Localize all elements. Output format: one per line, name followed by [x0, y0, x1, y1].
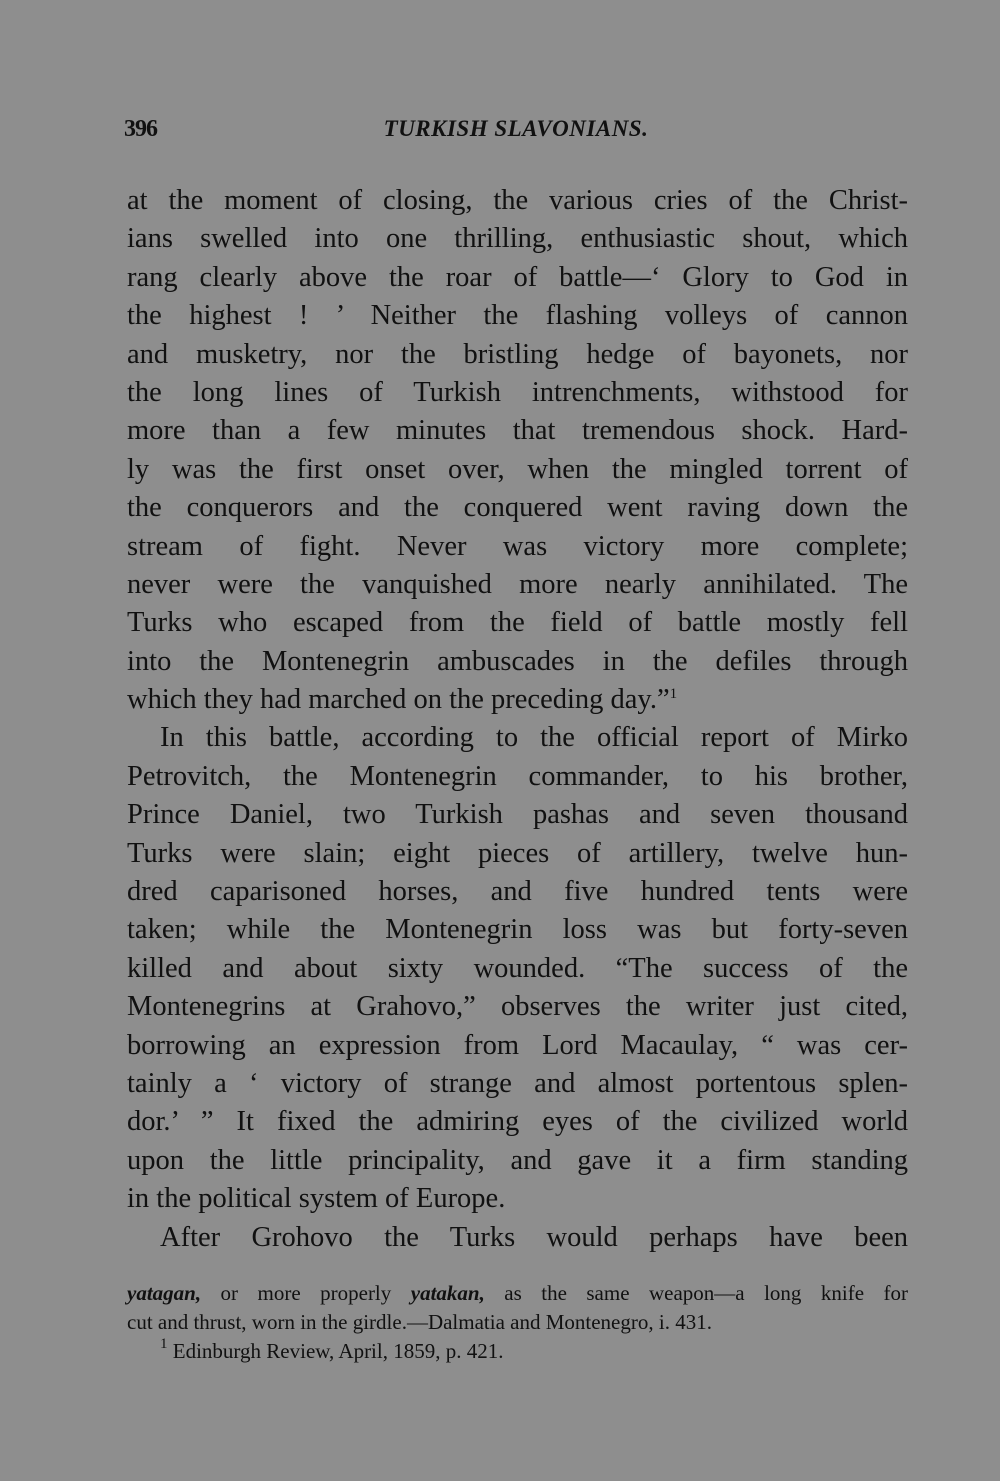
footnotes [127, 1279, 908, 1366]
text-line: more than a few minutes that tremendous shock. Hard- [127, 415, 908, 447]
text-line: dred caparisoned horses, and five hundred tents were [127, 876, 908, 908]
text-line: ly was the first onset over, when the mingled torrent of [127, 453, 908, 485]
footnote-1 [127, 1337, 908, 1366]
text-line: Turks who escaped from the field of battle mostly fell [127, 607, 908, 639]
footnote-term: yatakan, [410, 1281, 485, 1305]
text-line: and musketry, nor the bristling hedge of bayonets, nor [127, 338, 908, 370]
paragraph-start: After Grohovo the Turks would perhaps have been [160, 1221, 908, 1253]
text-line: dor.’ ” It fixed the admiring eyes of the civilized world [127, 1106, 908, 1138]
text-line: rang clearly above the roar of battle—‘ Glory to God in [127, 261, 908, 293]
text-line: the highest ! ’ Neither the flashing volleys of cannon [127, 300, 908, 332]
text-line: tainly a ‘ victory of strange and almost portentous splen- [127, 1067, 908, 1099]
footnote-continuation [127, 1279, 908, 1308]
footnote-citation: cut and thrust, worn in the girdle.—Dalmatia and Montenegro, i. 431. [127, 1310, 712, 1334]
page-number: 396 [124, 116, 157, 142]
text-line: the long lines of Turkish intrenchments, withstood for [127, 376, 908, 408]
text-line: Montenegrins at Grahovo,” observes the writer just cited, [127, 991, 908, 1023]
footnote-text: as the same weapon—a long knife for [484, 1281, 908, 1305]
running-head: TURKISH SLAVONIANS. [383, 116, 649, 141]
text-line: borrowing an expression from Lord Macaulay, “ was cer- [127, 1029, 908, 1061]
footnote-text: Edinburgh Review, April, 1859, p. 421. [167, 1339, 504, 1363]
text-line: into the Montenegrin ambuscades in the defiles through [127, 645, 908, 677]
footnote-marker: 1 [160, 1336, 168, 1352]
text-line-content: which they had marched on the preceding day.” [127, 684, 670, 716]
text-line: upon the little principality, and gave it a firm standing [127, 1144, 908, 1176]
text-line: in the political system of Europe. [127, 1183, 506, 1215]
text-line: Petrovitch, the Montenegrin commander, to his brother, [127, 760, 908, 792]
footnote-term: yatagan, [127, 1281, 202, 1305]
text-line: Turks were slain; eight pieces of artillery, twelve hun- [127, 837, 908, 869]
paragraph-start: In this battle, according to the official report of Mirko [160, 722, 908, 754]
body-text [127, 182, 908, 1257]
text-line: ians swelled into one thrilling, enthusiastic shout, which [127, 223, 908, 255]
text-line-with-footnote [127, 681, 908, 719]
text-line: stream of fight. Never was victory more complete; [127, 530, 908, 562]
footnote-reference: 1 [669, 686, 678, 703]
text-line: Prince Daniel, two Turkish pashas and seven thousand [127, 799, 908, 831]
text-line: at the moment of closing, the various cries of the Christ- [127, 185, 908, 216]
text-line: killed and about sixty wounded. “The success of the [127, 952, 908, 984]
text-line: never were the vanquished more nearly annihilated. The [127, 568, 908, 600]
text-line: taken; while the Montenegrin loss was but forty-seven [127, 914, 908, 946]
page-header [124, 116, 908, 148]
footnote-text: or more properly [201, 1281, 411, 1305]
text-line: the conquerors and the conquered went raving down the [127, 492, 908, 524]
